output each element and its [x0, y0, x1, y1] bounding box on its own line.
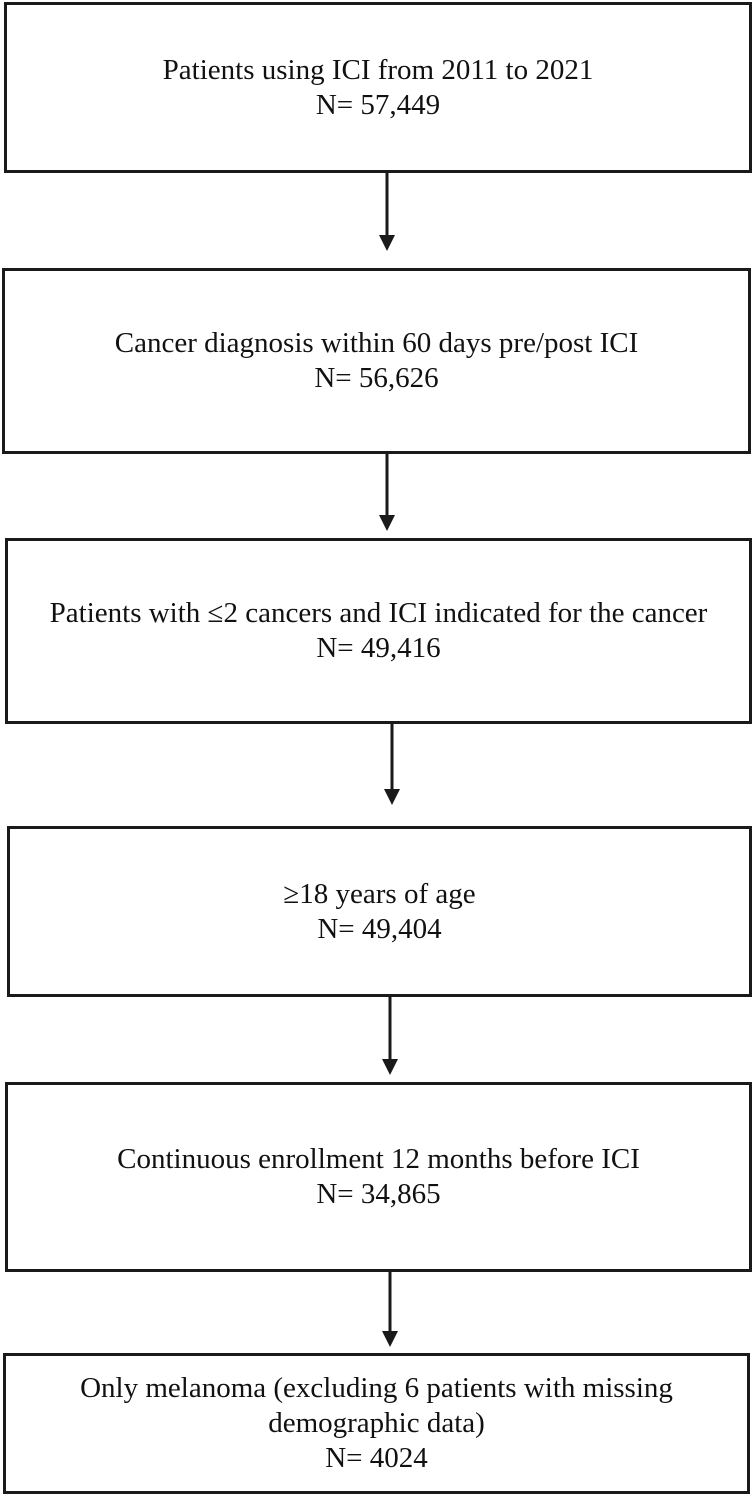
step-label-4: ≥18 years of age	[283, 877, 476, 910]
step-label-1: Patients using ICI from 2011 to 2021	[162, 53, 594, 86]
step-box-4	[7, 826, 752, 997]
step-count-2: N= 56,626	[314, 362, 439, 394]
step-label-5: Continuous enrollment 12 months before ICI	[117, 1143, 640, 1175]
arrow-4-to-5	[382, 997, 398, 1075]
step-label-3: Patients with ≤2 cancers and ICI indicated for the cancer	[49, 597, 708, 629]
step-label-2: Cancer diagnosis within 60 days pre/post ICI	[114, 327, 639, 359]
step-count-5: N= 34,865	[316, 1178, 441, 1210]
arrow-3-to-4	[384, 724, 400, 805]
arrow-5-to-6	[382, 1272, 398, 1347]
step-label-6: Only melanoma (excluding 6 patients with missing demographic data)	[80, 1372, 673, 1439]
step-count-6: N= 4024	[325, 1442, 428, 1474]
step-box-6	[3, 1353, 750, 1494]
arrow-2-to-3	[379, 454, 395, 531]
step-box-1	[4, 2, 752, 173]
step-box-2	[2, 268, 751, 454]
step-count-1: N= 57,449	[315, 88, 441, 121]
arrow-1-to-2	[379, 173, 395, 251]
step-box-3	[5, 538, 752, 724]
step-count-4: N= 49,404	[317, 912, 442, 945]
step-box-5	[5, 1082, 752, 1272]
step-count-3: N= 49,416	[316, 632, 441, 664]
